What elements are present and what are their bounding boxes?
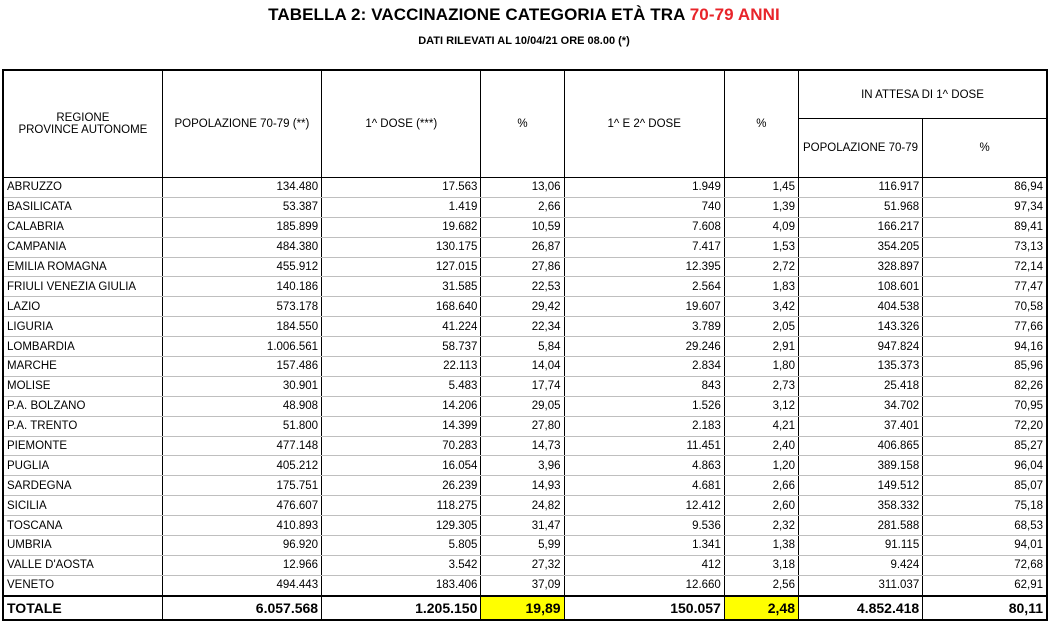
cell-region-name: LIGURIA: [3, 317, 162, 337]
cell-prima-dose: 168.640: [322, 297, 481, 317]
cell-perc-seconda-dose: 1,20: [724, 456, 798, 476]
cell-perc-seconda-dose: 2,72: [724, 257, 798, 277]
cell-popolazione: 484.380: [162, 237, 321, 257]
cell-prima-dose: 16.054: [322, 456, 481, 476]
table-row: [3, 376, 1047, 396]
cell-attesa-popolazione: 947.824: [798, 337, 922, 357]
cell-popolazione: 184.550: [162, 317, 321, 337]
cell-attesa-popolazione: 34.702: [798, 396, 922, 416]
total-seconda-dose: 150.057: [564, 596, 724, 620]
table-row: [3, 217, 1047, 237]
cell-perc-seconda-dose: 1,45: [724, 178, 798, 198]
cell-perc-prima-dose: 5,84: [481, 337, 564, 357]
cell-attesa-perc: 94,01: [923, 536, 1047, 556]
table-row: [3, 337, 1047, 357]
cell-seconda-dose: 9.536: [564, 516, 724, 536]
table-row: [3, 416, 1047, 436]
cell-prima-dose: 129.305: [322, 516, 481, 536]
header-attesa-popolazione: POPOLAZIONE 70-79: [798, 119, 922, 178]
table-row: [3, 297, 1047, 317]
cell-prima-dose: 183.406: [322, 575, 481, 595]
cell-popolazione: 30.901: [162, 376, 321, 396]
cell-attesa-popolazione: 9.424: [798, 555, 922, 575]
cell-perc-prima-dose: 24,82: [481, 496, 564, 516]
cell-popolazione: 96.920: [162, 536, 321, 556]
total-perc-prima-dose: 19,89: [481, 596, 564, 620]
cell-attesa-perc: 72,20: [923, 416, 1047, 436]
cell-popolazione: 494.443: [162, 575, 321, 595]
cell-attesa-perc: 68,53: [923, 516, 1047, 536]
cell-region-name: P.A. BOLZANO: [3, 396, 162, 416]
table-row: [3, 197, 1047, 217]
cell-prima-dose: 70.283: [322, 436, 481, 456]
cell-attesa-perc: 89,41: [923, 217, 1047, 237]
cell-attesa-perc: 96,04: [923, 456, 1047, 476]
cell-perc-prima-dose: 13,06: [481, 178, 564, 198]
cell-perc-seconda-dose: 2,05: [724, 317, 798, 337]
cell-region-name: PIEMONTE: [3, 436, 162, 456]
title-highlight: 70-79 ANNI: [689, 5, 780, 24]
table-row: [3, 456, 1047, 476]
cell-perc-prima-dose: 29,42: [481, 297, 564, 317]
cell-region-name: BASILICATA: [3, 197, 162, 217]
cell-perc-prima-dose: 2,66: [481, 197, 564, 217]
cell-prima-dose: 22.113: [322, 357, 481, 377]
cell-attesa-perc: 73,13: [923, 237, 1047, 257]
table-row: [3, 536, 1047, 556]
cell-attesa-perc: 72,68: [923, 555, 1047, 575]
cell-perc-seconda-dose: 2,56: [724, 575, 798, 595]
cell-perc-prima-dose: 29,05: [481, 396, 564, 416]
cell-attesa-perc: 72,14: [923, 257, 1047, 277]
table-title: [0, 5, 1048, 25]
cell-popolazione: 12.966: [162, 555, 321, 575]
cell-prima-dose: 41.224: [322, 317, 481, 337]
header-regione-line2: PROVINCE AUTONOME: [18, 124, 148, 136]
cell-attesa-popolazione: 149.512: [798, 476, 922, 496]
cell-popolazione: 1.006.561: [162, 337, 321, 357]
table-body: [3, 178, 1047, 620]
cell-perc-prima-dose: 27,86: [481, 257, 564, 277]
cell-popolazione: 405.212: [162, 456, 321, 476]
cell-attesa-popolazione: 37.401: [798, 416, 922, 436]
cell-attesa-popolazione: 328.897: [798, 257, 922, 277]
table-row: [3, 237, 1047, 257]
table-row: [3, 496, 1047, 516]
total-attesa-popolazione: 4.852.418: [798, 596, 922, 620]
cell-popolazione: 573.178: [162, 297, 321, 317]
table-row: [3, 476, 1047, 496]
total-region-name: TOTALE: [3, 596, 162, 620]
header-attesa-perc: %: [923, 119, 1047, 178]
cell-popolazione: 140.186: [162, 277, 321, 297]
cell-perc-seconda-dose: 2,73: [724, 376, 798, 396]
cell-attesa-perc: 77,66: [923, 317, 1047, 337]
total-attesa-perc: 80,11: [923, 596, 1047, 620]
cell-region-name: TOSCANA: [3, 516, 162, 536]
cell-attesa-perc: 85,07: [923, 476, 1047, 496]
cell-attesa-popolazione: 311.037: [798, 575, 922, 595]
cell-perc-seconda-dose: 3,18: [724, 555, 798, 575]
cell-attesa-perc: 75,18: [923, 496, 1047, 516]
table-row: [3, 396, 1047, 416]
cell-popolazione: 410.893: [162, 516, 321, 536]
cell-seconda-dose: 2.183: [564, 416, 724, 436]
header-perc-seconda-dose: %: [724, 70, 798, 178]
cell-perc-prima-dose: 26,87: [481, 237, 564, 257]
vaccination-table: [2, 69, 1048, 621]
title-prefix: TABELLA 2: VACCINAZIONE CATEGORIA ETÀ TRA: [268, 5, 690, 24]
cell-seconda-dose: 740: [564, 197, 724, 217]
cell-perc-seconda-dose: 1,39: [724, 197, 798, 217]
cell-attesa-popolazione: 281.588: [798, 516, 922, 536]
header-regione-line1: REGIONE: [56, 112, 110, 124]
cell-perc-seconda-dose: 4,09: [724, 217, 798, 237]
cell-perc-prima-dose: 27,32: [481, 555, 564, 575]
cell-attesa-perc: 86,94: [923, 178, 1047, 198]
cell-attesa-perc: 70,58: [923, 297, 1047, 317]
cell-perc-seconda-dose: 3,12: [724, 396, 798, 416]
cell-perc-seconda-dose: 2,66: [724, 476, 798, 496]
cell-prima-dose: 31.585: [322, 277, 481, 297]
cell-seconda-dose: 7.608: [564, 217, 724, 237]
cell-region-name: UMBRIA: [3, 536, 162, 556]
cell-attesa-popolazione: 108.601: [798, 277, 922, 297]
cell-perc-seconda-dose: 3,42: [724, 297, 798, 317]
data-date-subtitle: DATI RILEVATI AL 10/04/21 ORE 08.00 (*): [418, 35, 630, 47]
cell-seconda-dose: 1.526: [564, 396, 724, 416]
cell-attesa-popolazione: 143.326: [798, 317, 922, 337]
cell-attesa-popolazione: 116.917: [798, 178, 922, 198]
cell-seconda-dose: 4.863: [564, 456, 724, 476]
cell-perc-prima-dose: 3,96: [481, 456, 564, 476]
cell-popolazione: 455.912: [162, 257, 321, 277]
cell-perc-prima-dose: 37,09: [481, 575, 564, 595]
cell-prima-dose: 58.737: [322, 337, 481, 357]
table-row: [3, 277, 1047, 297]
cell-region-name: VALLE D'AOSTA: [3, 555, 162, 575]
cell-popolazione: 53.387: [162, 197, 321, 217]
cell-perc-prima-dose: 14,04: [481, 357, 564, 377]
cell-popolazione: 157.486: [162, 357, 321, 377]
cell-attesa-popolazione: 51.968: [798, 197, 922, 217]
header-prima-dose: 1^ DOSE (***): [322, 70, 481, 178]
cell-perc-prima-dose: 14,73: [481, 436, 564, 456]
cell-seconda-dose: 12.412: [564, 496, 724, 516]
cell-region-name: PUGLIA: [3, 456, 162, 476]
cell-prima-dose: 17.563: [322, 178, 481, 198]
header-popolazione: POPOLAZIONE 70-79 (**): [162, 70, 321, 178]
cell-region-name: FRIULI VENEZIA GIULIA: [3, 277, 162, 297]
cell-perc-seconda-dose: 1,83: [724, 277, 798, 297]
cell-popolazione: 51.800: [162, 416, 321, 436]
table-row: [3, 257, 1047, 277]
cell-perc-prima-dose: 31,47: [481, 516, 564, 536]
total-prima-dose: 1.205.150: [322, 596, 481, 620]
table-row: [3, 436, 1047, 456]
cell-region-name: LAZIO: [3, 297, 162, 317]
cell-seconda-dose: 11.451: [564, 436, 724, 456]
cell-perc-seconda-dose: 1,38: [724, 536, 798, 556]
cell-attesa-perc: 70,95: [923, 396, 1047, 416]
cell-perc-seconda-dose: 2,60: [724, 496, 798, 516]
table-row: [3, 575, 1047, 595]
cell-seconda-dose: 7.417: [564, 237, 724, 257]
cell-region-name: EMILIA ROMAGNA: [3, 257, 162, 277]
total-row: [3, 596, 1047, 620]
cell-seconda-dose: 3.789: [564, 317, 724, 337]
cell-seconda-dose: 2.834: [564, 357, 724, 377]
header-in-attesa: IN ATTESA DI 1^ DOSE: [798, 70, 1047, 119]
cell-attesa-popolazione: 25.418: [798, 376, 922, 396]
cell-popolazione: 134.480: [162, 178, 321, 198]
cell-attesa-perc: 82,26: [923, 376, 1047, 396]
cell-perc-prima-dose: 5,99: [481, 536, 564, 556]
cell-seconda-dose: 2.564: [564, 277, 724, 297]
cell-seconda-dose: 1.341: [564, 536, 724, 556]
cell-prima-dose: 26.239: [322, 476, 481, 496]
cell-perc-prima-dose: 14,93: [481, 476, 564, 496]
cell-region-name: MARCHE: [3, 357, 162, 377]
cell-perc-prima-dose: 27,80: [481, 416, 564, 436]
cell-popolazione: 185.899: [162, 217, 321, 237]
total-popolazione: 6.057.568: [162, 596, 321, 620]
cell-prima-dose: 5.483: [322, 376, 481, 396]
cell-seconda-dose: 29.246: [564, 337, 724, 357]
cell-popolazione: 175.751: [162, 476, 321, 496]
cell-region-name: ABRUZZO: [3, 178, 162, 198]
cell-region-name: P.A. TRENTO: [3, 416, 162, 436]
cell-perc-seconda-dose: 1,53: [724, 237, 798, 257]
cell-region-name: LOMBARDIA: [3, 337, 162, 357]
header-seconda-dose: 1^ E 2^ DOSE: [564, 70, 724, 178]
cell-region-name: CAMPANIA: [3, 237, 162, 257]
cell-attesa-perc: 85,96: [923, 357, 1047, 377]
cell-attesa-perc: 77,47: [923, 277, 1047, 297]
cell-perc-seconda-dose: 1,80: [724, 357, 798, 377]
cell-attesa-popolazione: 354.205: [798, 237, 922, 257]
cell-prima-dose: 3.542: [322, 555, 481, 575]
cell-perc-prima-dose: 10,59: [481, 217, 564, 237]
cell-attesa-popolazione: 166.217: [798, 217, 922, 237]
cell-popolazione: 476.607: [162, 496, 321, 516]
cell-attesa-popolazione: 404.538: [798, 297, 922, 317]
total-perc-seconda-dose: 2,48: [724, 596, 798, 620]
cell-seconda-dose: 19.607: [564, 297, 724, 317]
cell-seconda-dose: 1.949: [564, 178, 724, 198]
cell-prima-dose: 14.206: [322, 396, 481, 416]
cell-seconda-dose: 412: [564, 555, 724, 575]
cell-seconda-dose: 843: [564, 376, 724, 396]
cell-perc-prima-dose: 22,53: [481, 277, 564, 297]
cell-region-name: SICILIA: [3, 496, 162, 516]
cell-seconda-dose: 12.395: [564, 257, 724, 277]
cell-prima-dose: 127.015: [322, 257, 481, 277]
header-regione: [3, 70, 162, 178]
cell-popolazione: 48.908: [162, 396, 321, 416]
cell-prima-dose: 19.682: [322, 217, 481, 237]
cell-prima-dose: 118.275: [322, 496, 481, 516]
table-row: [3, 317, 1047, 337]
cell-perc-seconda-dose: 2,32: [724, 516, 798, 536]
cell-attesa-perc: 85,27: [923, 436, 1047, 456]
cell-region-name: SARDEGNA: [3, 476, 162, 496]
cell-prima-dose: 5.805: [322, 536, 481, 556]
cell-perc-seconda-dose: 4,21: [724, 416, 798, 436]
cell-attesa-popolazione: 358.332: [798, 496, 922, 516]
cell-prima-dose: 1.419: [322, 197, 481, 217]
table-row: [3, 555, 1047, 575]
cell-region-name: CALABRIA: [3, 217, 162, 237]
cell-seconda-dose: 4.681: [564, 476, 724, 496]
table-row: [3, 357, 1047, 377]
cell-attesa-perc: 97,34: [923, 197, 1047, 217]
cell-popolazione: 477.148: [162, 436, 321, 456]
cell-attesa-popolazione: 406.865: [798, 436, 922, 456]
cell-perc-prima-dose: 22,34: [481, 317, 564, 337]
table-row: [3, 516, 1047, 536]
cell-attesa-popolazione: 135.373: [798, 357, 922, 377]
header-perc-prima-dose: %: [481, 70, 564, 178]
cell-region-name: VENETO: [3, 575, 162, 595]
cell-region-name: MOLISE: [3, 376, 162, 396]
cell-perc-seconda-dose: 2,40: [724, 436, 798, 456]
cell-seconda-dose: 12.660: [564, 575, 724, 595]
cell-prima-dose: 14.399: [322, 416, 481, 436]
table-row: [3, 178, 1047, 198]
cell-attesa-perc: 62,91: [923, 575, 1047, 595]
cell-attesa-popolazione: 389.158: [798, 456, 922, 476]
cell-prima-dose: 130.175: [322, 237, 481, 257]
cell-attesa-perc: 94,16: [923, 337, 1047, 357]
cell-attesa-popolazione: 91.115: [798, 536, 922, 556]
cell-perc-seconda-dose: 2,91: [724, 337, 798, 357]
cell-perc-prima-dose: 17,74: [481, 376, 564, 396]
